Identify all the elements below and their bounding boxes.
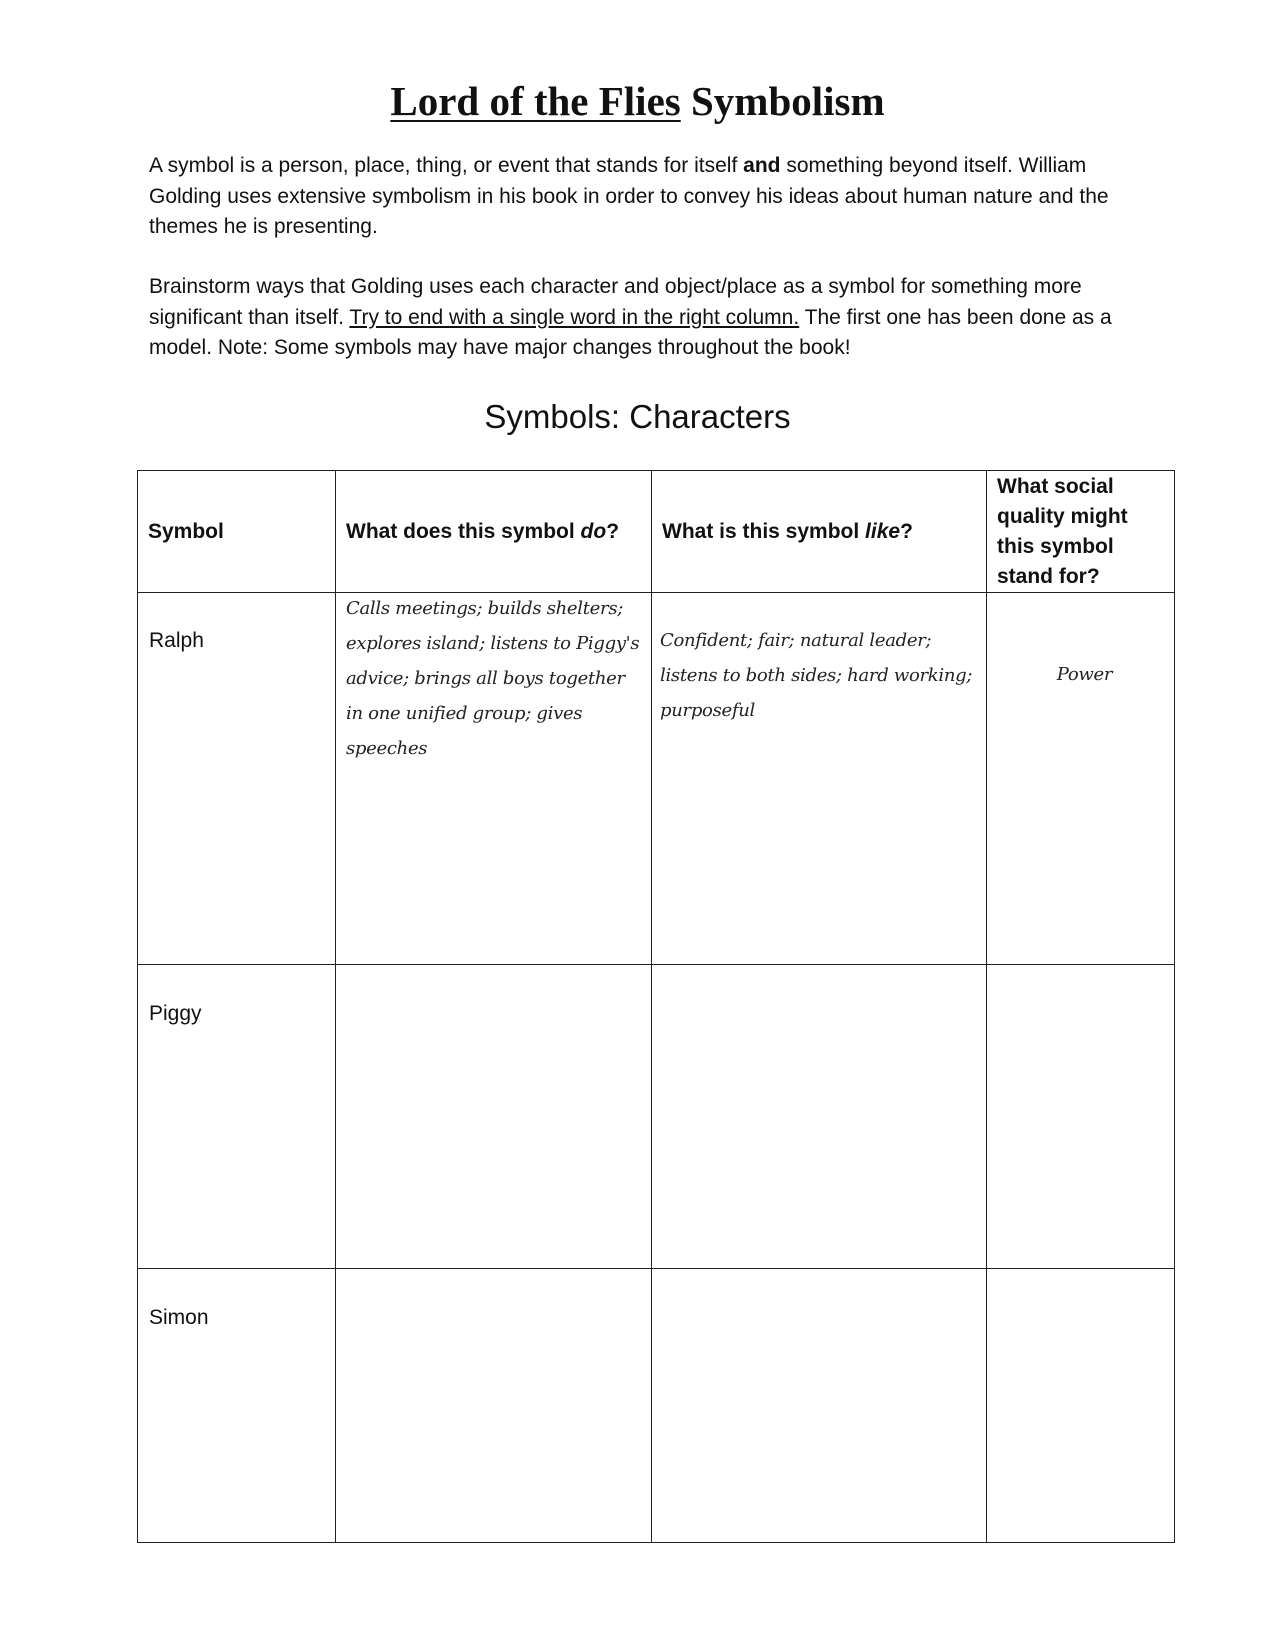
handwritten-answer: Calls meetings; builds shelters; explores island; listens to Piggy's advice; brings all boys together in one unified group; gives speeches bbox=[346, 598, 640, 759]
handwritten-answer: Power bbox=[1056, 664, 1113, 685]
quality-cell[interactable] bbox=[987, 593, 1175, 965]
title-suffix: Symbolism bbox=[680, 78, 885, 124]
instructions-text-2: The first one has been done as a model. Note: Some symbols may have major changes throughout the book! bbox=[149, 305, 1112, 359]
table-header-row bbox=[138, 471, 1175, 593]
instructions-underlined: Try to end with a single word in the right column. bbox=[349, 305, 800, 329]
like-cell[interactable] bbox=[652, 1269, 987, 1543]
section-title: Symbols: Characters bbox=[484, 398, 791, 435]
intro-paragraph bbox=[149, 151, 1149, 243]
symbol-cell: Ralph bbox=[138, 593, 336, 965]
quality-cell[interactable] bbox=[987, 965, 1175, 1269]
does-cell[interactable] bbox=[336, 593, 652, 965]
quality-cell[interactable] bbox=[987, 1269, 1175, 1543]
symbols-table bbox=[137, 470, 1175, 1543]
handwritten-answer: Confident; fair; natural leader; listens to both sides; hard working; purposeful bbox=[660, 630, 973, 721]
table-row bbox=[138, 1269, 1175, 1543]
instructions-text-1: Brainstorm ways that Golding uses each character and object/place as a symbol for something more significant than itself. bbox=[149, 275, 1082, 329]
does-cell[interactable] bbox=[336, 965, 652, 1269]
intro-bold-word: and bbox=[743, 154, 781, 177]
header-quality: What social quality might this symbol stand for? bbox=[987, 471, 1175, 593]
instructions-paragraph bbox=[149, 272, 1149, 364]
intro-text-2: something beyond itself. William Golding uses extensive symbolism in his book in order to convey his ideas about human nature and the themes he is presenting. bbox=[149, 154, 1109, 238]
symbol-cell: Piggy bbox=[138, 965, 336, 1269]
like-cell[interactable] bbox=[652, 593, 987, 965]
like-cell[interactable] bbox=[652, 965, 987, 1269]
header-does: What does this symbol do? bbox=[336, 471, 652, 593]
header-symbol: Symbol bbox=[138, 471, 336, 593]
does-cell[interactable] bbox=[336, 1269, 652, 1543]
header-like: What is this symbol like? bbox=[652, 471, 987, 593]
intro-text-1: A symbol is a person, place, thing, or event that stands for itself bbox=[149, 154, 744, 177]
table-row bbox=[138, 965, 1175, 1269]
title-book-name: Lord of the Flies bbox=[390, 78, 681, 124]
page-title bbox=[0, 76, 1275, 126]
table-row bbox=[138, 593, 1175, 965]
symbol-cell: Simon bbox=[138, 1269, 336, 1543]
